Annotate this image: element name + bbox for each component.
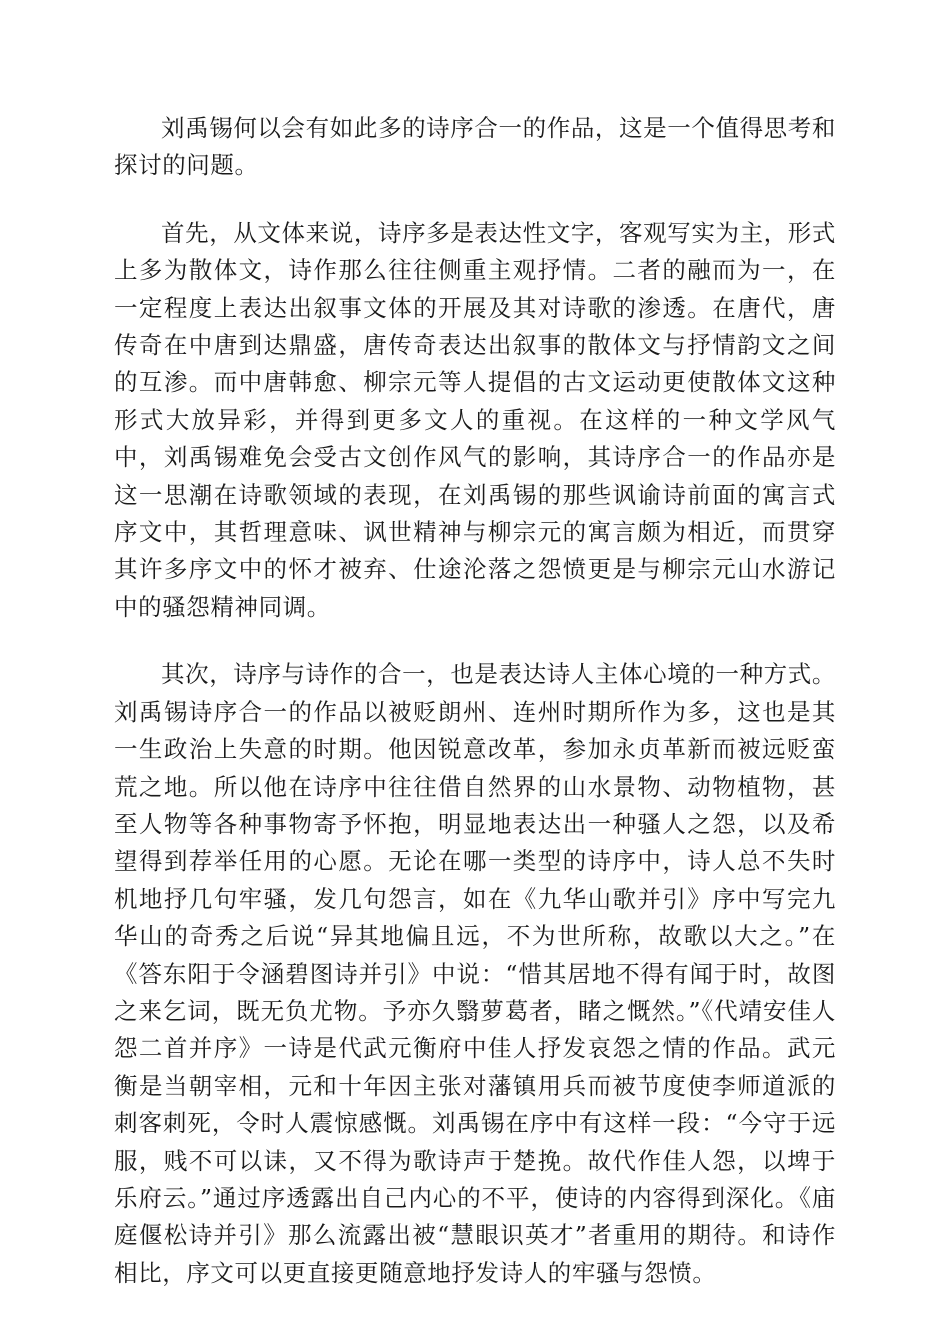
paragraph-intro: 刘禹锡何以会有如此多的诗序合一的作品，这是一个值得思考和探讨的问题。 [114,114,836,180]
paragraph-second-reason: 其次，诗序与诗作的合一，也是表达诗人主体心境的一种方式。刘禹锡诗序合一的作品以被贬朗州、连州时期所作为多，这也是其一生政治上失意的时期。他因锐意改革，参加永贞革新而被远贬蛮荒之地。所以他在诗序中往往借自然界的山水景物、动物植物，甚至人物等各种事物寄予怀抱，明显地表达出一种骚人之怨，以及希望得到荐举任用的心愿。无论在哪一类型的诗序中，诗人总不失时机地抒几句牢骚，发几句怨言，如在《九华山歌并引》序中写完九华山的奇秀之后说“异其地偏且远，不为世所称，故歌以大之。”在《答东阳于令涵碧图诗并引》中说：“惜其居地不得有闻于时，故图之来乞词，既无负尤物。予亦久翳萝葛者，睹之慨然。”《代靖安佳人怨二首并序》一诗是代武元衡府中佳人抒发哀怨之情的作品。武元衡是当朝宰相，元和十年因主张对藩镇用兵而被节度使李师道派的刺客刺死，令时人震惊感慨。刘禹锡在序中有这样一段：“今守于远服，贱不可以诔，又不得为歌诗声于楚挽。故代作佳人怨，以埤于乐府云。”通过序透露出自己内心的不平，使诗的内容得到深化。《庙庭偃松诗并引》那么流露出被“慧眼识英才”者重用的期待。和诗作相比，序文可以更直接更随意地抒发诗人的牢骚与怨愤。 [114,660,836,1287]
paragraph-first-reason: 首先，从文体来说，诗序多是表达性文字，客观写实为主，形式上多为散体文，诗作那么往往侧重主观抒情。二者的融而为一，在一定程度上表达出叙事文体的开展及其对诗歌的渗透。在唐代，唐传奇在中唐到达鼎盛，唐传奇表达出叙事的散体文与抒情韵文之间的互渗。而中唐韩愈、柳宗元等人提倡的古文运动更使散体文这种形式大放异彩，并得到更多文人的重视。在这样的一种文学风气中，刘禹锡难免会受古文创作风气的影响，其诗序合一的作品亦是这一思潮在诗歌领域的表现，在刘禹锡的那些讽谕诗前面的寓言式序文中，其哲理意味、讽世精神与柳宗元的寓言颇为相近，而贯穿其许多序文中的怀才被弃、仕途沦落之怨愤更是与柳宗元山水游记中的骚怨精神同调。 [114,218,836,621]
document-body [114,110,836,1292]
